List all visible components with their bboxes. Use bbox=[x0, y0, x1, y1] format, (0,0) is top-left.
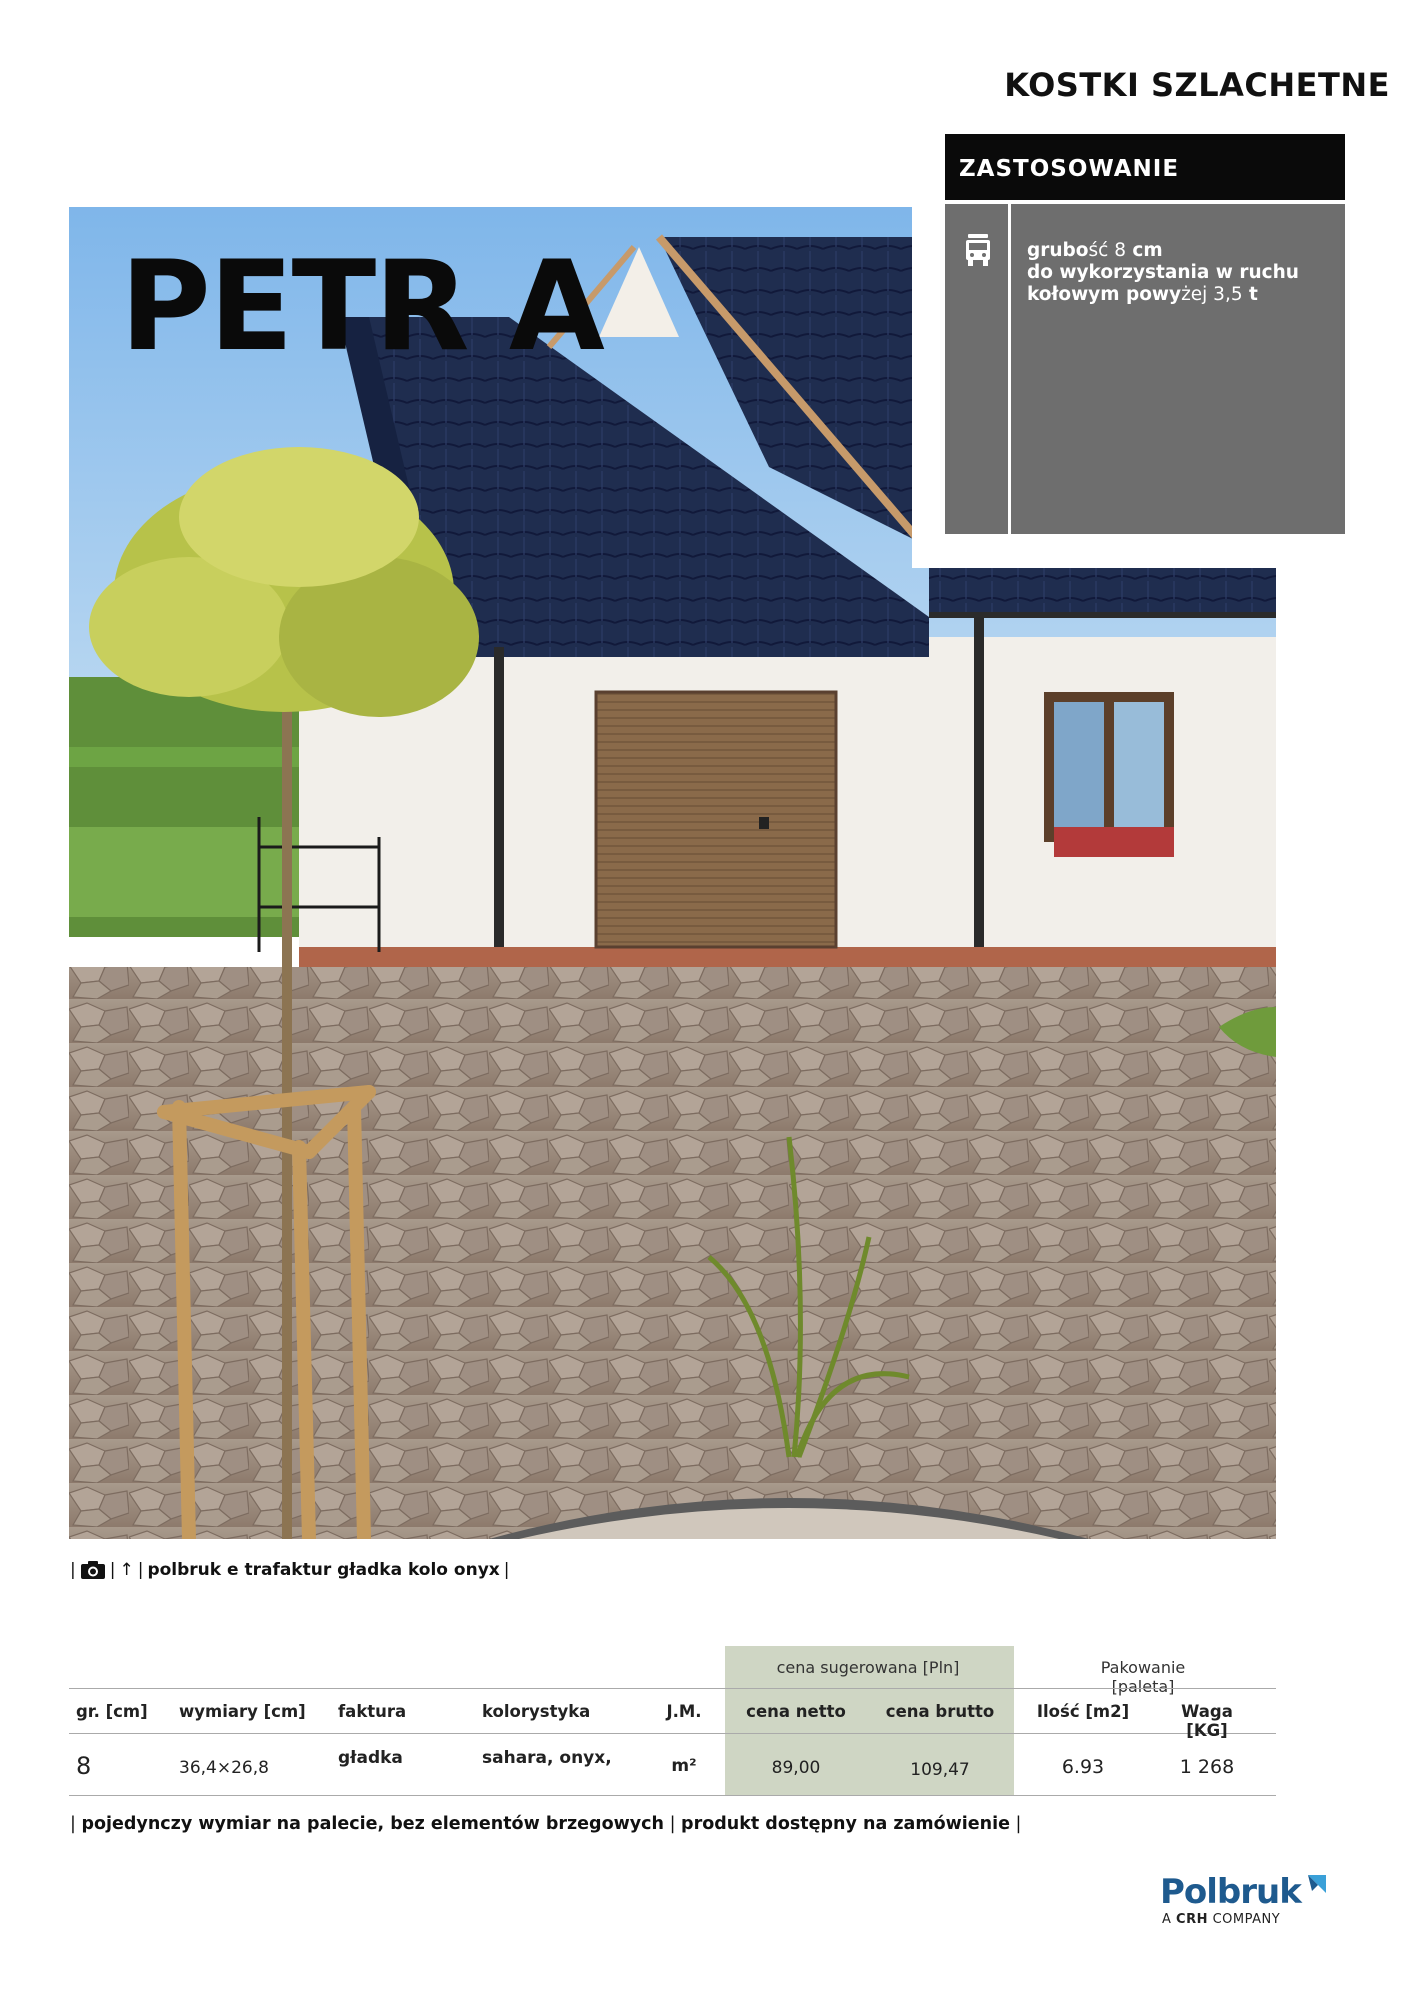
application-panel bbox=[912, 118, 1352, 568]
cell-dimensions: 36,4×26,8 bbox=[179, 1758, 269, 1778]
col-weight: Waga [KG] bbox=[1181, 1702, 1233, 1740]
col-quantity: Ilość [m2] bbox=[1036, 1702, 1130, 1721]
application-body bbox=[945, 204, 1345, 534]
group-header-price: cena sugerowana [Pln] bbox=[776, 1658, 960, 1677]
cell-gross-price: 109,47 bbox=[910, 1760, 970, 1780]
cell-net-price: 89,00 bbox=[771, 1758, 821, 1778]
table-row bbox=[69, 1734, 1276, 1796]
cell-colors: sahara, onyx, bbox=[482, 1748, 612, 1768]
polbruk-logo bbox=[1160, 1872, 1350, 1934]
arrow-up-icon: ↑ bbox=[119, 1560, 134, 1580]
application-title: ZASTOSOWANIE bbox=[945, 134, 1345, 200]
cell-unit: m² bbox=[671, 1756, 697, 1776]
logo-mark-icon bbox=[1304, 1873, 1330, 1899]
cell-weight: 1 268 bbox=[1179, 1756, 1235, 1778]
camera-icon bbox=[80, 1560, 106, 1580]
logo-word: Polbruk bbox=[1160, 1872, 1301, 1912]
col-thickness: gr. [cm] bbox=[76, 1702, 148, 1721]
cell-thickness: 8 bbox=[76, 1752, 92, 1780]
col-dimensions: wymiary [cm] bbox=[179, 1702, 306, 1721]
col-colors: kolorystyka bbox=[482, 1702, 591, 1721]
col-net-price: cena netto bbox=[746, 1702, 846, 1721]
cell-texture: gładka bbox=[338, 1748, 403, 1768]
footnote-part2: produkt dostępny na zamówienie bbox=[681, 1814, 1010, 1834]
col-texture: faktura bbox=[338, 1702, 407, 1721]
cell-quantity: 6.93 bbox=[1061, 1756, 1105, 1778]
table-group-header bbox=[69, 1646, 1276, 1696]
caption-text: polbruk e trafaktur gładka kolo onyx bbox=[147, 1560, 500, 1580]
truck-icon bbox=[965, 234, 991, 268]
footnote: | pojedynczy wymiar na palecie, bez elementów brzegowych | produkt dostępny na zamówienie | bbox=[70, 1814, 1022, 1834]
group-header-packing: Pakowanie [paleta] bbox=[1100, 1658, 1186, 1696]
col-gross-price: cena brutto bbox=[885, 1702, 995, 1721]
col-unit: J.M. bbox=[666, 1702, 702, 1721]
photo-caption: | | ↑ | polbruk e trafaktur gładka kolo onyx | bbox=[70, 1560, 510, 1580]
application-description: grubość 8 cm do wykorzystania w ruchu kołowym powyżej 3,5 t bbox=[1027, 240, 1299, 305]
logo-subtitle: A CRH COMPANY bbox=[1162, 1912, 1281, 1927]
table-header bbox=[69, 1688, 1276, 1740]
footnote-part1: pojedynczy wymiar na palecie, bez elementów brzegowych bbox=[81, 1814, 665, 1834]
category-title: KOSTKI SZLACHETNE bbox=[1004, 66, 1390, 104]
application-icon-column bbox=[945, 204, 1011, 534]
product-name: PETR A bbox=[120, 235, 603, 379]
